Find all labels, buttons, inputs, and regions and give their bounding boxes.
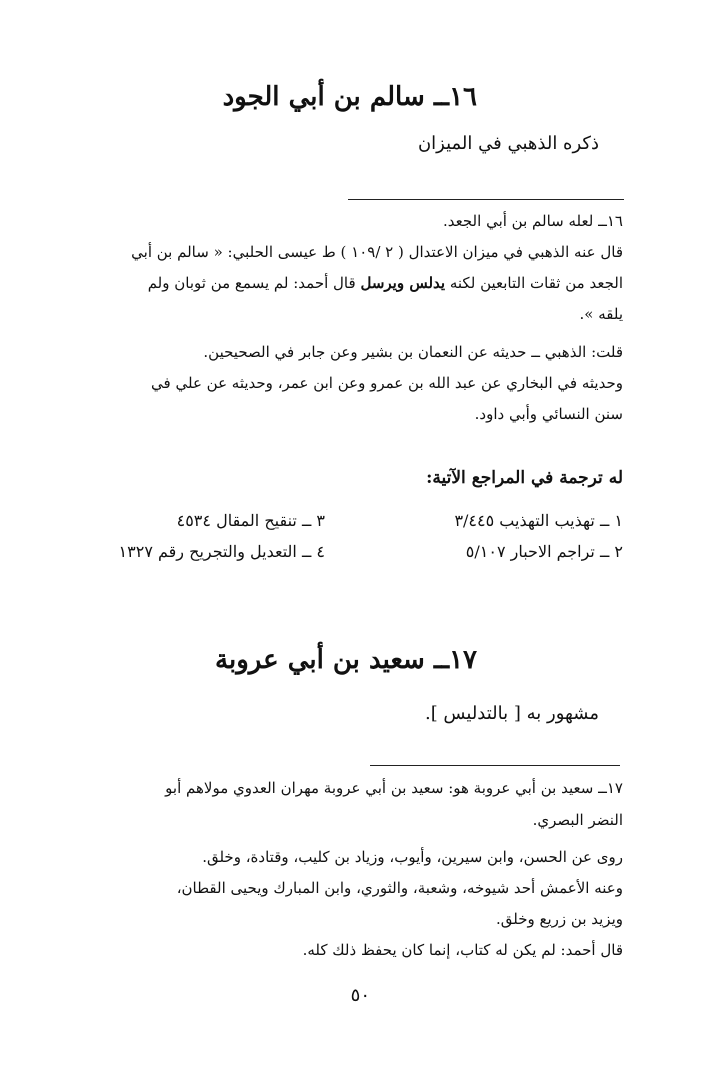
reference-item-4: ٤ ــ التعديل والتجريح رقم ١٣٢٧ <box>118 542 325 561</box>
footnote-16-line-1: ١٦ــ لعله سالم بن أبي الجعد. <box>443 212 623 230</box>
entry-17-note: مشهور به [ بالتدليس ]. <box>424 703 599 724</box>
entry-16-title: ١٦ــ سالم بن أبي الجود <box>222 82 477 112</box>
references-heading: له ترجمة في المراجع الآتية: <box>426 468 623 488</box>
footnote-17-line-1: ١٧ــ سعيد بن أبي عروبة هو: سعيد بن أبي عروبة مهران العدوي مولاهم أبو <box>165 779 623 797</box>
footnote-16-line-3-mid: لكنه <box>449 274 476 292</box>
page-number: ٥٠ <box>350 985 370 1006</box>
entry-17-title: ١٧ــ سعيد بن أبي عروبة <box>215 645 477 675</box>
footnote-16-line-3-prefix: الجعد من ثقات التابعين <box>480 274 623 292</box>
reference-item-3: ٣ ــ تنقيح المقال ٤٥٣٤ <box>176 511 325 530</box>
footnote-16-line-4: يلقه ». <box>579 305 623 323</box>
footnote-17-line-6: قال أحمد: لم يكن له كتاب، إنما كان يحفظ ذلك كله. <box>302 941 623 959</box>
footnote-16-line-6: وحديثه في البخاري عن عبد الله بن عمرو وعن ابن عمر، وحديثه عن علي في <box>151 374 623 392</box>
footnote-rule-16 <box>348 199 624 200</box>
footnote-17-line-3: روى عن الحسن، وابن سيرين، وأيوب، وزياد بن كليب، وقتادة، وخلق. <box>202 848 623 866</box>
footnote-16-line-7: سنن النسائي وأبي داود. <box>474 405 623 423</box>
footnote-16-line-5: قلت: الذهبي ــ حديثه عن النعمان بن بشير وعن جابر في الصحيحين. <box>203 343 623 361</box>
footnote-16-bold-phrase: يدلس ويرسل <box>360 274 446 292</box>
footnote-17-line-5: ويزيد بن زريع وخلق. <box>495 910 623 928</box>
footnote-16-line-2: قال عنه الذهبي في ميزان الاعتدال ( ٢ /١٠٩ ) ط عيسى الحلبي: « سالم بن أبي <box>131 243 623 261</box>
footnote-17-line-2: النضر البصري. <box>532 811 623 829</box>
entry-16-note: ذكره الذهبي في الميزان <box>417 133 599 154</box>
reference-item-2: ٢ ــ تراجم الاحبار ٥/١٠٧ <box>465 542 623 561</box>
reference-item-1: ١ ــ تهذيب التهذيب ٣/٤٤٥ <box>454 511 623 530</box>
footnote-rule-17 <box>370 765 620 766</box>
footnote-17-line-4: وعنه الأعمش أحد شيوخه، وشعبة، والثوري، وابن المبارك ويحيى القطان، <box>176 879 623 897</box>
footnote-16-line-3 <box>148 268 623 299</box>
footnote-16-line-3-suffix: قال أحمد: لم يسمع من ثوبان ولم <box>147 274 356 292</box>
